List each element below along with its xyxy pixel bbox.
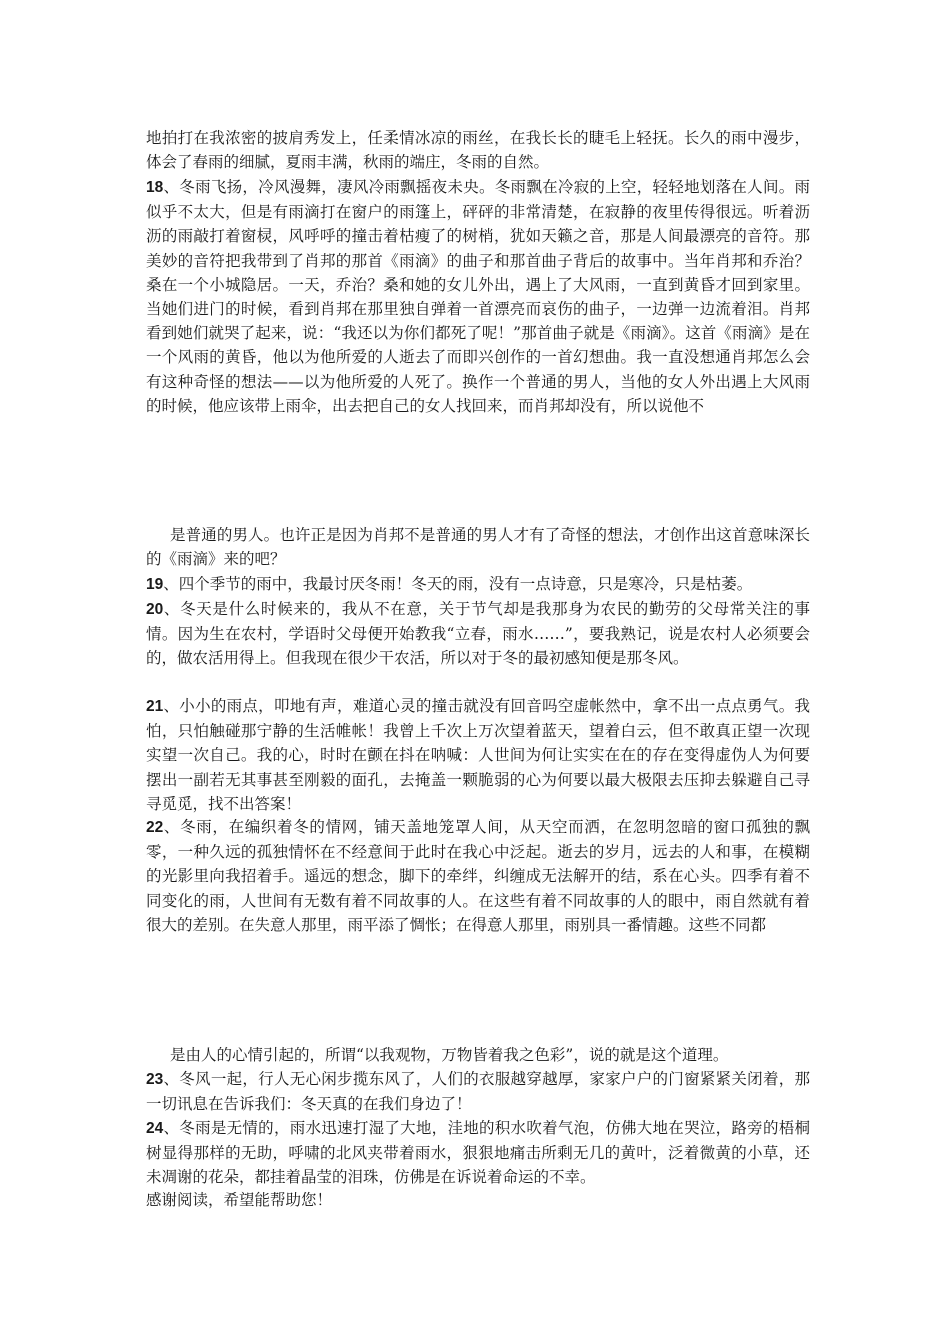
paragraph-text: 是普通的男人。也许正是因为肖邦不是普通的男人才有了奇怪的想法，才创作出这首意味深长的《雨滴》来的吧？: [146, 526, 810, 569]
paragraph-text: 地拍打在我浓密的披肩秀发上，任柔情冰凉的雨丝，在我长长的睫毛上轻抚。长久的雨中漫步，体会了春雨的细腻，夏雨丰满，秋雨的端庄，冬雨的自然。: [146, 129, 810, 172]
paragraph-18: [146, 175, 810, 418]
paragraph-22: [146, 815, 810, 937]
paragraph-number: 22: [146, 819, 164, 836]
paragraph-21: [146, 694, 810, 816]
paragraph-text: 、冬风一起，行人无心闲步揽东风了，人们的衣服越穿越厚，家家户户的门窗紧紧关闭着，那一切讯息在告诉我们：冬天真的在我们身边了！: [146, 1070, 810, 1114]
paragraph-23: [146, 1067, 810, 1116]
paragraph-text: 、冬雨是无情的，雨水迅速打湿了大地，洼地的积水吹着气泡，仿佛大地在哭泣，路旁的梧桐树显得那样的无助，呼啸的北风夹带着雨水，狠狠地痛击所剩无几的黄叶，泛着微黄的小草，还未凋谢的花朵，都挂着晶莹的泪珠，仿佛是在诉说着命运的不幸。: [146, 1119, 810, 1187]
paragraph-number: 23: [146, 1071, 164, 1088]
paragraph-number: 19: [146, 576, 164, 593]
paragraph-text: 、冬雨，在编织着冬的情网，铺天盖地笼罩人间，从天空而洒，在忽明忽暗的窗口孤独的飘零，一种久远的孤独情怀在不经意间于此时在我心中泛起。逝去的岁月，远去的人和事，在模糊的光影里向我招着手。遥远的想念，脚下的牵绊，纠缠成无法解开的结，系在心头。四季有着不同变化的雨，人世间有无数有着不同故事的人。在这些有着不同故事的人的眼中，雨自然就有着很大的差别。在失意人那里，雨平添了惆怅；在得意人那里，雨别具一番情趣。这些不同都: [146, 818, 810, 934]
paragraph-continuation: [146, 1043, 810, 1067]
paragraph-20: [146, 597, 810, 671]
paragraph-text: 感谢阅读，希望能帮助您！: [146, 1191, 333, 1209]
paragraph-19: [146, 572, 810, 597]
paragraph-continuation: [146, 126, 810, 174]
paragraph-text: 、小小的雨点，叩地有声，难道心灵的撞击就没有回音吗空虚帐然中，拿不出一点点勇气。我怕，只怕触碰那宁静的生活帷帐！我曾上千次上万次望着蓝天，望着白云，但不敢真正望一次现实望一次自己。我的心，时时在颤在抖在呐喊：人世间为何让实实在在的存在变得虚伪人为何要摆出一副若无其事甚至刚毅的面孔，去掩盖一颗脆弱的心为何要以最大极限去压抑去躲避自己寻寻觅觅，找不出答案！: [146, 697, 810, 813]
paragraph-24: [146, 1116, 810, 1190]
paragraph-number: 21: [146, 698, 164, 715]
paragraph-number: 24: [146, 1120, 164, 1137]
paragraph-text: 、四个季节的雨中，我最讨厌冬雨！冬天的雨，没有一点诗意，只是寒冷，只是枯萎。: [163, 575, 753, 593]
paragraph-text: 、冬天是什么时候来的，我从不在意，关于节气却是我那身为农民的勤劳的父母常关注的事情。因为生在农村，学语时父母便开始教我“立春，雨水……”，要我熟记，说是农村人必须要会的，做农活用得上。但我现在很少干农活，所以对于冬的最初感知便是那冬风。: [146, 600, 810, 668]
paragraph-number: 18: [146, 179, 164, 196]
paragraph-number: 20: [146, 601, 164, 618]
paragraph-continuation: [146, 523, 810, 571]
paragraph-text: 、冬雨飞扬，冷风漫舞，凄风冷雨飘摇夜未央。冬雨飘在冷寂的上空，轻轻地划落在人间。雨似乎不太大，但是有雨滴打在窗户的雨篷上，砰砰的非常清楚，在寂静的夜里传得很远。听着沥沥的雨敲打着窗棂，风呼呼的撞击着枯瘦了的树梢，犹如天籁之音，那是人间最漂亮的音符。那美妙的音符把我带到了肖邦的那首《雨滴》的曲子和那首曲子背后的故事中。当年肖邦和乔治？桑在一个小城隐居。一天，乔治？桑和她的女儿外出，遇上了大风雨，一直到黄昏才回到家里。当她们进门的时候，看到肖邦在那里独自弹着一首漂亮而哀伤的曲子，一边弹一边流着泪。肖邦看到她们就哭了起来，说：“我还以为你们都死了呢！”那首曲子就是《雨滴》。这首《雨滴》是在一个风雨的黄昏，他以为他所爱的人逝去了而即兴创作的一首幻想曲。我一直没想通肖邦怎么会有这种奇怪的想法——以为他所爱的人死了。换作一个普通的男人，当他的女人外出遇上大风雨的时候，他应该带上雨伞，出去把自己的女人找回来，而肖邦却没有，所以说他不: [146, 178, 810, 415]
closing-note: [146, 1188, 810, 1212]
paragraph-text: 是由人的心情引起的，所谓“以我观物，万物皆着我之色彩”，说的就是这个道理。: [170, 1046, 729, 1064]
